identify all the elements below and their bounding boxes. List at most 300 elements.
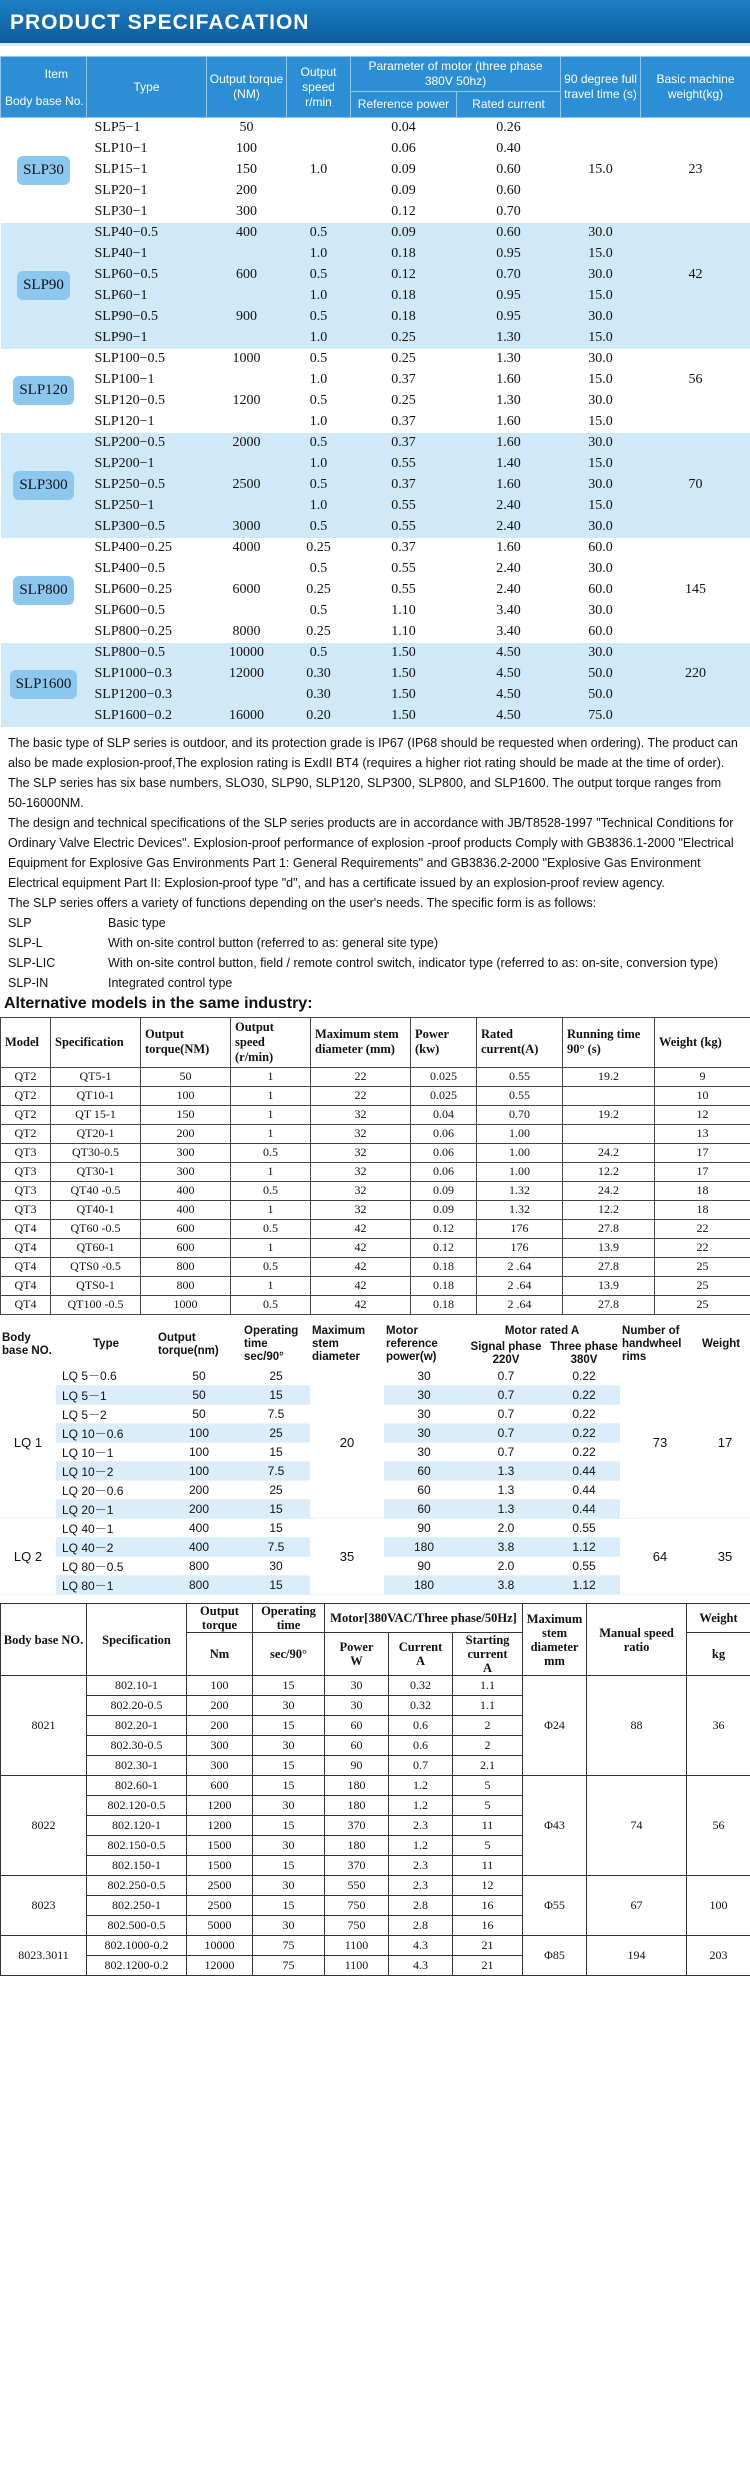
lq-cell-time: 30 bbox=[242, 1557, 310, 1576]
e8-cell: 30 bbox=[253, 1876, 325, 1896]
slp-cell-torque: 400 bbox=[207, 223, 287, 244]
qt-cell: QTS0 -0.5 bbox=[51, 1257, 141, 1276]
qt-cell: QT60-1 bbox=[51, 1238, 141, 1257]
qt-table-row bbox=[1, 1257, 750, 1276]
qt-cell: 0.06 bbox=[411, 1162, 477, 1181]
e8-cell: 2.1 bbox=[453, 1756, 523, 1776]
slp-cell-weight bbox=[641, 391, 750, 412]
slp-cell-type: SLP600−0.5 bbox=[87, 601, 207, 622]
e8-cell: 15 bbox=[253, 1676, 325, 1696]
e8-header-motor: Motor[380VAC/Three phase/50Hz] bbox=[325, 1604, 523, 1633]
slp-cell-time: 30.0 bbox=[561, 265, 641, 286]
e8-cell: 802.250-0.5 bbox=[87, 1876, 187, 1896]
qt-cell: QT4 bbox=[1, 1219, 51, 1238]
lq-wheel-cell: 73 bbox=[620, 1367, 700, 1519]
slp-cell-time: 15.0 bbox=[561, 370, 641, 391]
slp-cell-type: SLP40−0.5 bbox=[87, 223, 207, 244]
qt-cell: 17 bbox=[655, 1162, 750, 1181]
lq-cell-time: 15 bbox=[242, 1519, 310, 1538]
slp-cell-time: 15.0 bbox=[561, 244, 641, 265]
lq-cell-power: 60 bbox=[384, 1500, 464, 1519]
slp-cell-type: SLP300−0.5 bbox=[87, 517, 207, 538]
qt-cell: 300 bbox=[141, 1162, 231, 1181]
qt-cell: 1.00 bbox=[477, 1162, 563, 1181]
slp-cell-type: SLP800−0.5 bbox=[87, 643, 207, 664]
lq-cell-torque: 200 bbox=[156, 1500, 242, 1519]
slp-cell-weight: 23 bbox=[641, 160, 750, 181]
slp-cell-speed: 0.5 bbox=[287, 601, 351, 622]
lq-cell-three: 0.22 bbox=[548, 1443, 620, 1462]
slp-cell-time: 15.0 bbox=[561, 496, 641, 517]
slp-cell-torque: 8000 bbox=[207, 622, 287, 643]
qt-cell: QT40-1 bbox=[51, 1200, 141, 1219]
slp-table-row bbox=[1, 118, 750, 139]
lq-base-cell: LQ 1 bbox=[0, 1367, 56, 1519]
e8-ratio-cell: 74 bbox=[587, 1776, 687, 1876]
slp-header-rated-current: Rated current bbox=[457, 92, 561, 118]
e8-cell: 0.6 bbox=[389, 1736, 453, 1756]
e8-table-row bbox=[1, 1676, 750, 1696]
slp-cell-time: 30.0 bbox=[561, 601, 641, 622]
slp-cell-torque bbox=[207, 244, 287, 265]
e8-cell: 15 bbox=[253, 1716, 325, 1736]
qt-spec-table bbox=[0, 1017, 750, 1315]
lq-header-base: Body base NO. bbox=[2, 1331, 52, 1357]
qt-cell bbox=[563, 1124, 655, 1143]
e8-cell: 15 bbox=[253, 1816, 325, 1836]
slp-table-row bbox=[1, 181, 750, 202]
slp-cell-power: 0.09 bbox=[351, 223, 457, 244]
qt-cell: 27.8 bbox=[563, 1295, 655, 1314]
qt-cell: 1.32 bbox=[477, 1181, 563, 1200]
slp-cell-weight: 145 bbox=[641, 580, 750, 601]
e8-ratio-cell: 88 bbox=[587, 1676, 687, 1776]
slp-base-cell bbox=[1, 643, 87, 727]
slp-cell-current: 3.40 bbox=[457, 601, 561, 622]
qt-cell: QT4 bbox=[1, 1276, 51, 1295]
e8-cell: 802.250-1 bbox=[87, 1896, 187, 1916]
slp-cell-torque: 100 bbox=[207, 139, 287, 160]
slp-cell-torque bbox=[207, 685, 287, 706]
qt-cell: 22 bbox=[311, 1086, 411, 1105]
qt-cell: 22 bbox=[311, 1067, 411, 1086]
lq-stem-cell: 20 bbox=[310, 1367, 384, 1519]
slp-cell-power: 0.25 bbox=[351, 391, 457, 412]
lq-header-weight: Weight bbox=[702, 1338, 741, 1350]
slp-cell-time: 30.0 bbox=[561, 349, 641, 370]
lq-cell-power: 60 bbox=[384, 1481, 464, 1500]
e8-cell: 750 bbox=[325, 1916, 389, 1936]
slp-table-row bbox=[1, 496, 750, 517]
slp-cell-torque bbox=[207, 286, 287, 307]
slp-cell-power: 1.50 bbox=[351, 643, 457, 664]
e8-table-row bbox=[1, 1776, 750, 1796]
lq-cell-type: LQ 80－1 bbox=[56, 1576, 156, 1595]
lq-cell-time: 25 bbox=[242, 1424, 310, 1443]
slp-cell-type: SLP400−0.5 bbox=[87, 559, 207, 580]
slp-cell-type: SLP15−1 bbox=[87, 160, 207, 181]
slp-cell-power: 0.55 bbox=[351, 559, 457, 580]
qt-cell: 42 bbox=[311, 1219, 411, 1238]
qt-cell: 0.09 bbox=[411, 1200, 477, 1219]
qt-cell: 176 bbox=[477, 1238, 563, 1257]
e8-header-current: Current A bbox=[389, 1633, 453, 1676]
slp-cell-current: 0.95 bbox=[457, 244, 561, 265]
slp-table-row bbox=[1, 160, 750, 181]
slp-cell-speed bbox=[287, 181, 351, 202]
qt-cell: 12.2 bbox=[563, 1162, 655, 1181]
slp-cell-power: 1.50 bbox=[351, 664, 457, 685]
lq-cell-torque: 100 bbox=[156, 1462, 242, 1481]
e8-cell: 60 bbox=[325, 1736, 389, 1756]
lq-cell-three: 0.44 bbox=[548, 1500, 620, 1519]
e8-cell: 1.1 bbox=[453, 1676, 523, 1696]
qt-cell: 1 bbox=[231, 1200, 311, 1219]
lq-header-three: Three phase 380V bbox=[550, 1340, 618, 1366]
qt-cell: 42 bbox=[311, 1257, 411, 1276]
slp-table-row bbox=[1, 559, 750, 580]
slp-cell-time: 30.0 bbox=[561, 433, 641, 454]
slp-cell-power: 0.55 bbox=[351, 496, 457, 517]
qt-cell: 12 bbox=[655, 1105, 750, 1124]
lq-cell-signal: 0.7 bbox=[464, 1443, 548, 1462]
slp-cell-speed: 0.20 bbox=[287, 706, 351, 727]
slp-cell-time: 30.0 bbox=[561, 223, 641, 244]
lq-cell-type: LQ 10－2 bbox=[56, 1462, 156, 1481]
lq-cell-type: LQ 40－1 bbox=[56, 1519, 156, 1538]
slp-cell-weight bbox=[641, 433, 750, 454]
e8-base-cell: 8023 bbox=[1, 1876, 87, 1936]
qt-cell: 25 bbox=[655, 1276, 750, 1295]
slp-cell-speed: 0.5 bbox=[287, 391, 351, 412]
qt-cell: 13.9 bbox=[563, 1238, 655, 1257]
slp-table-row bbox=[1, 370, 750, 391]
qt-cell: QT20-1 bbox=[51, 1124, 141, 1143]
e8-cell: 15 bbox=[253, 1856, 325, 1876]
slp-base-cell bbox=[1, 433, 87, 538]
qt-cell: QT4 bbox=[1, 1257, 51, 1276]
lq-header-wheel: Number of handwheel rims bbox=[622, 1325, 682, 1363]
slp-cell-type: SLP250−1 bbox=[87, 496, 207, 517]
slp-table-row bbox=[1, 412, 750, 433]
e8-header-torque-unit: Nm bbox=[187, 1633, 253, 1676]
slp-header-motor: Parameter of motor (three phase 380V 50hz) bbox=[351, 57, 561, 92]
qt-cell: 25 bbox=[655, 1257, 750, 1276]
slp-cell-current: 0.40 bbox=[457, 139, 561, 160]
slp-cell-type: SLP40−1 bbox=[87, 244, 207, 265]
slp-table-row bbox=[1, 265, 750, 286]
qt-table-row bbox=[1, 1276, 750, 1295]
e8-cell: 11 bbox=[453, 1816, 523, 1836]
lq-cell-type: LQ 40－2 bbox=[56, 1538, 156, 1557]
qt-cell: 0.5 bbox=[231, 1181, 311, 1200]
qt-cell: 9 bbox=[655, 1067, 750, 1086]
lq-cell-torque: 400 bbox=[156, 1519, 242, 1538]
lq-header-signal: Signal phase 220V bbox=[470, 1340, 542, 1366]
slp-cell-weight bbox=[641, 454, 750, 475]
e8-cell: 802.60-1 bbox=[87, 1776, 187, 1796]
slp-cell-torque: 12000 bbox=[207, 664, 287, 685]
slp-cell-type: SLP1200−0.3 bbox=[87, 685, 207, 706]
qt-cell: 0.5 bbox=[231, 1143, 311, 1162]
slp-cell-type: SLP1000−0.3 bbox=[87, 664, 207, 685]
qt-table-row bbox=[1, 1219, 750, 1238]
e8-cell: 370 bbox=[325, 1856, 389, 1876]
lq-cell-power: 180 bbox=[384, 1538, 464, 1557]
slp-cell-torque: 600 bbox=[207, 265, 287, 286]
lq-cell-signal: 2.0 bbox=[464, 1519, 548, 1538]
qt-cell: 800 bbox=[141, 1276, 231, 1295]
lq-weight-cell: 35 bbox=[700, 1519, 750, 1595]
slp-cell-time: 30.0 bbox=[561, 307, 641, 328]
slp-notes bbox=[0, 727, 750, 913]
e8-cell: 802.30-1 bbox=[87, 1756, 187, 1776]
qt-cell: 2 .64 bbox=[477, 1276, 563, 1295]
slp-spec-table bbox=[0, 56, 750, 727]
e8-cell: 2.3 bbox=[389, 1816, 453, 1836]
qt-table-row bbox=[1, 1238, 750, 1257]
qt-header-cell: Specification bbox=[51, 1017, 141, 1067]
slp-cell-speed: 1.0 bbox=[287, 496, 351, 517]
slp-cell-torque: 1200 bbox=[207, 391, 287, 412]
lq-cell-power: 30 bbox=[384, 1424, 464, 1443]
qt-cell: QT4 bbox=[1, 1238, 51, 1257]
slp-cell-speed bbox=[287, 139, 351, 160]
e8-cell: 30 bbox=[325, 1676, 389, 1696]
slp-cell-current: 1.30 bbox=[457, 328, 561, 349]
e8-cell: 1200 bbox=[187, 1796, 253, 1816]
type-list-item: SLP-LIC With on-site control button, field / remote control switch, indicator type (referred to as: on-site, conversion type) bbox=[8, 955, 718, 970]
qt-cell: 12.2 bbox=[563, 1200, 655, 1219]
slp-table-row bbox=[1, 202, 750, 223]
slp-cell-power: 0.18 bbox=[351, 244, 457, 265]
slp-cell-power: 0.37 bbox=[351, 412, 457, 433]
note-paragraph: The SLP series has six base numbers, SLO30, SLP90, SLP120, SLP300, SLP800, and SLP1600. The output torque ranges from 50-16000NM. bbox=[8, 775, 722, 810]
qt-cell: 0.025 bbox=[411, 1086, 477, 1105]
e8-cell: 802.10-1 bbox=[87, 1676, 187, 1696]
slp-cell-speed: 0.5 bbox=[287, 643, 351, 664]
slp-cell-current: 4.50 bbox=[457, 685, 561, 706]
slp-cell-type: SLP100−1 bbox=[87, 370, 207, 391]
qt-table-row bbox=[1, 1295, 750, 1314]
slp-cell-power: 0.37 bbox=[351, 475, 457, 496]
slp-cell-type: SLP10−1 bbox=[87, 139, 207, 160]
lq-cell-power: 180 bbox=[384, 1576, 464, 1595]
slp-table-row bbox=[1, 601, 750, 622]
slp-cell-power: 0.09 bbox=[351, 181, 457, 202]
qt-header-cell: Model bbox=[1, 1017, 51, 1067]
slp-cell-weight bbox=[641, 559, 750, 580]
slp-cell-weight bbox=[641, 202, 750, 223]
slp-cell-torque bbox=[207, 412, 287, 433]
slp-cell-current: 0.70 bbox=[457, 265, 561, 286]
slp-cell-torque: 4000 bbox=[207, 538, 287, 559]
lq-cell-signal: 1.3 bbox=[464, 1500, 548, 1519]
slp-cell-speed: 0.5 bbox=[287, 559, 351, 580]
slp-cell-current: 1.60 bbox=[457, 412, 561, 433]
e8-cell: 802.500-0.5 bbox=[87, 1916, 187, 1936]
e8-cell: 4.3 bbox=[389, 1936, 453, 1956]
slp-cell-weight bbox=[641, 118, 750, 139]
e8-cell: 200 bbox=[187, 1696, 253, 1716]
e8-header-weight: Weight bbox=[687, 1604, 750, 1633]
e8-cell: 802.150-1 bbox=[87, 1856, 187, 1876]
slp-base-label: SLP800 bbox=[13, 576, 73, 605]
slp-cell-torque bbox=[207, 328, 287, 349]
qt-table-row bbox=[1, 1086, 750, 1105]
lq-cell-time: 25 bbox=[242, 1481, 310, 1500]
slp-table-row bbox=[1, 433, 750, 454]
qt-cell: 0.18 bbox=[411, 1257, 477, 1276]
lq-base-cell: LQ 2 bbox=[0, 1519, 56, 1595]
e8-stem-cell: Φ55 bbox=[523, 1876, 587, 1936]
e8-stem-cell: Φ85 bbox=[523, 1936, 587, 1976]
qt-cell: 1.00 bbox=[477, 1143, 563, 1162]
qt-cell: QT3 bbox=[1, 1162, 51, 1181]
qt-cell: 0.09 bbox=[411, 1181, 477, 1200]
slp-cell-power: 0.25 bbox=[351, 328, 457, 349]
slp-cell-power: 0.18 bbox=[351, 286, 457, 307]
slp-cell-type: SLP250−0.5 bbox=[87, 475, 207, 496]
lq-cell-three: 0.55 bbox=[548, 1519, 620, 1538]
slp-cell-weight bbox=[641, 307, 750, 328]
e8-cell: 16 bbox=[453, 1896, 523, 1916]
qt-cell: 1 bbox=[231, 1162, 311, 1181]
e8-header-base: Body base NO. bbox=[1, 1604, 87, 1676]
slp-cell-time: 15.0 bbox=[561, 412, 641, 433]
lq-cell-three: 0.44 bbox=[548, 1481, 620, 1500]
qt-cell: 25 bbox=[655, 1295, 750, 1314]
qt-cell: 22 bbox=[655, 1238, 750, 1257]
slp-base-label: SLP30 bbox=[17, 156, 70, 185]
qt-cell: 600 bbox=[141, 1238, 231, 1257]
slp-cell-speed: 1.0 bbox=[287, 412, 351, 433]
lq-cell-torque: 800 bbox=[156, 1576, 242, 1595]
lq-cell-type: LQ 5－0.6 bbox=[56, 1367, 156, 1386]
slp-cell-type: SLP400−0.25 bbox=[87, 538, 207, 559]
slp-cell-current: 1.60 bbox=[457, 433, 561, 454]
e8-cell: 802.150-0.5 bbox=[87, 1836, 187, 1856]
qt-header-cell: Running time 90° (s) bbox=[563, 1017, 655, 1067]
e8-cell: 802.20-1 bbox=[87, 1716, 187, 1736]
qt-cell: 0.18 bbox=[411, 1276, 477, 1295]
slp-cell-speed: 0.5 bbox=[287, 307, 351, 328]
slp-cell-weight: 42 bbox=[641, 265, 750, 286]
qt-cell: QT2 bbox=[1, 1067, 51, 1086]
slp-table-row bbox=[1, 580, 750, 601]
slp-cell-time: 60.0 bbox=[561, 538, 641, 559]
slp-table-row bbox=[1, 139, 750, 160]
slp-base-label: SLP90 bbox=[17, 271, 70, 300]
slp-cell-torque: 300 bbox=[207, 202, 287, 223]
qt-cell: 0.025 bbox=[411, 1067, 477, 1086]
e8-cell: 802.30-0.5 bbox=[87, 1736, 187, 1756]
slp-cell-torque bbox=[207, 454, 287, 475]
e8-cell: 1.2 bbox=[389, 1796, 453, 1816]
lq-cell-torque: 50 bbox=[156, 1367, 242, 1386]
slp-cell-weight bbox=[641, 181, 750, 202]
slp-cell-torque bbox=[207, 370, 287, 391]
e8-cell: 300 bbox=[187, 1736, 253, 1756]
slp-cell-speed: 0.5 bbox=[287, 265, 351, 286]
qt-table-row bbox=[1, 1067, 750, 1086]
slp-cell-speed: 0.5 bbox=[287, 517, 351, 538]
qt-cell: 1.00 bbox=[477, 1124, 563, 1143]
slp-cell-torque: 1000 bbox=[207, 349, 287, 370]
qt-table-row bbox=[1, 1143, 750, 1162]
slp-cell-type: SLP100−0.5 bbox=[87, 349, 207, 370]
slp-cell-torque bbox=[207, 559, 287, 580]
e8-cell: 2500 bbox=[187, 1876, 253, 1896]
lq-cell-power: 30 bbox=[384, 1386, 464, 1405]
e8-cell: 370 bbox=[325, 1816, 389, 1836]
e8-cell: 802.120-1 bbox=[87, 1816, 187, 1836]
slp-cell-time: 15.0 bbox=[561, 454, 641, 475]
e8-table-row bbox=[1, 1876, 750, 1896]
note-paragraph: The basic type of SLP series is outdoor, and its protection grade is IP67 (IP68 should be requested when ordering). The product can also be made explosion-proof,The explosion rating is ExdII BT4 (requires a higher riot rating should be made at the time of order). bbox=[8, 735, 738, 770]
slp-table-row bbox=[1, 244, 750, 265]
qt-cell: 0.5 bbox=[231, 1295, 311, 1314]
slp-cell-speed bbox=[287, 202, 351, 223]
e8-cell: 1100 bbox=[325, 1956, 389, 1976]
slp-cell-weight bbox=[641, 223, 750, 244]
qt-cell: 18 bbox=[655, 1181, 750, 1200]
note-paragraph: The SLP series offers a variety of functions depending on the user's needs. The specific form is as follows: bbox=[8, 895, 597, 910]
slp-cell-time: 60.0 bbox=[561, 622, 641, 643]
slp-cell-current: 0.95 bbox=[457, 286, 561, 307]
slp-cell-time: 30.0 bbox=[561, 391, 641, 412]
e8-cell: 5000 bbox=[187, 1916, 253, 1936]
e8-cell: 15 bbox=[253, 1776, 325, 1796]
e8-cell: 300 bbox=[187, 1756, 253, 1776]
lq-cell-power: 30 bbox=[384, 1405, 464, 1424]
lq-table-row bbox=[0, 1367, 750, 1386]
slp-cell-current: 4.50 bbox=[457, 643, 561, 664]
e8-cell: 30 bbox=[253, 1916, 325, 1936]
slp-cell-type: SLP90−1 bbox=[87, 328, 207, 349]
qt-cell: 32 bbox=[311, 1105, 411, 1124]
slp-cell-power: 1.50 bbox=[351, 706, 457, 727]
slp-cell-time: 15.0 bbox=[561, 286, 641, 307]
slp-cell-type: SLP90−0.5 bbox=[87, 307, 207, 328]
slp-table-row bbox=[1, 475, 750, 496]
type-list-item: SLP-IN Integrated control type bbox=[8, 975, 233, 990]
slp-cell-weight bbox=[641, 286, 750, 307]
qt-cell: QT3 bbox=[1, 1200, 51, 1219]
e8-cell: 0.32 bbox=[389, 1696, 453, 1716]
qt-header-cell: Maximum stem diameter (mm) bbox=[311, 1017, 411, 1067]
slp-cell-current: 0.70 bbox=[457, 202, 561, 223]
qt-header-cell: Power (kw) bbox=[411, 1017, 477, 1067]
lq-cell-time: 15 bbox=[242, 1443, 310, 1462]
lq-cell-type: LQ 80－0.5 bbox=[56, 1557, 156, 1576]
slp-base-label: SLP1600 bbox=[10, 670, 78, 699]
slp-cell-speed: 1.0 bbox=[287, 454, 351, 475]
e8-cell: 0.7 bbox=[389, 1756, 453, 1776]
qt-cell: QT60 -0.5 bbox=[51, 1219, 141, 1238]
qt-cell: 32 bbox=[311, 1162, 411, 1181]
lq-header-stem: Maximum stem diameter bbox=[312, 1325, 366, 1363]
slp-cell-time bbox=[561, 202, 641, 223]
lq-cell-torque: 50 bbox=[156, 1386, 242, 1405]
lq-cell-type: LQ 10－0.6 bbox=[56, 1424, 156, 1443]
slp-cell-speed: 1.0 bbox=[287, 286, 351, 307]
slp-cell-torque: 10000 bbox=[207, 643, 287, 664]
lq-table-row bbox=[0, 1519, 750, 1538]
slp-cell-speed: 0.25 bbox=[287, 622, 351, 643]
slp-table-body bbox=[1, 118, 750, 727]
e8-cell: 2.3 bbox=[389, 1856, 453, 1876]
